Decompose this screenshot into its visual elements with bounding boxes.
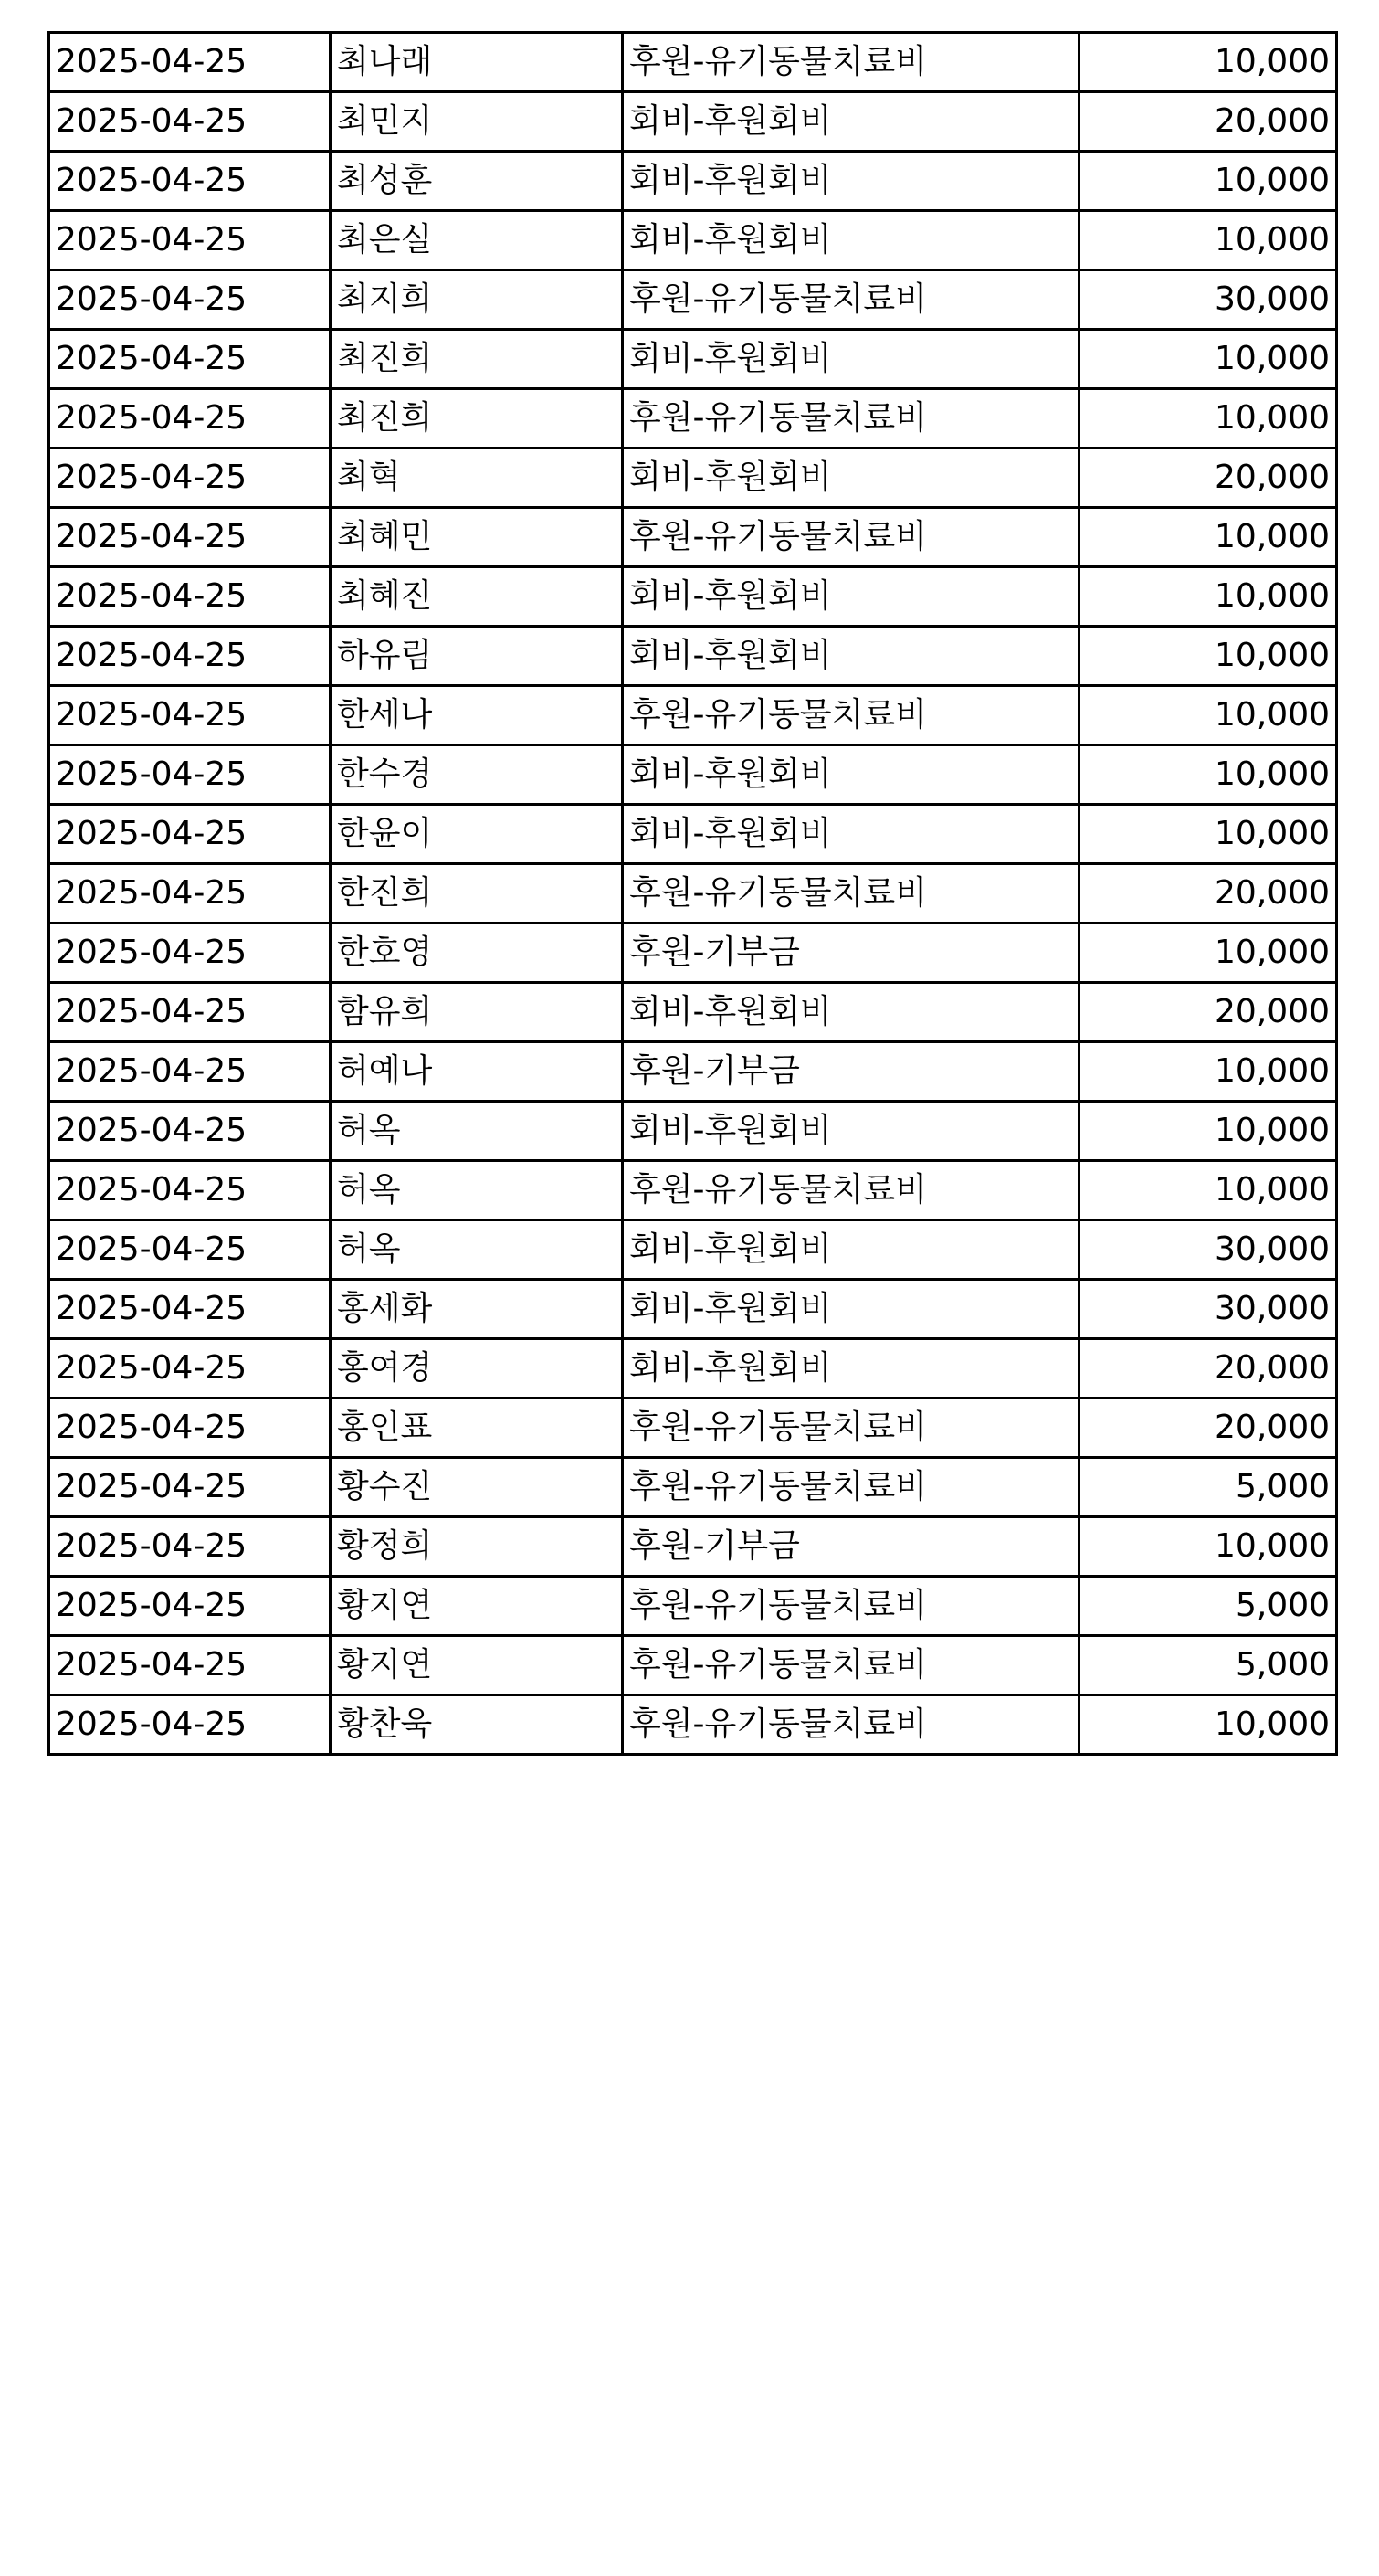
date-cell: 2025-04-25 bbox=[49, 1220, 331, 1280]
table-row bbox=[49, 270, 1337, 330]
date-cell: 2025-04-25 bbox=[49, 567, 331, 627]
donor-name-cell: 한윤이 bbox=[331, 805, 623, 864]
table-row bbox=[49, 449, 1337, 508]
donor-name-cell: 황지연 bbox=[331, 1577, 623, 1636]
amount-cell: 10,000 bbox=[1079, 924, 1337, 983]
donor-name-cell: 황정희 bbox=[331, 1517, 623, 1577]
amount-cell: 20,000 bbox=[1079, 864, 1337, 924]
table-row bbox=[49, 983, 1337, 1042]
date-cell: 2025-04-25 bbox=[49, 1042, 331, 1102]
amount-cell: 10,000 bbox=[1079, 389, 1337, 449]
donor-name-cell: 한호영 bbox=[331, 924, 623, 983]
category-cell: 회비-후원회비 bbox=[623, 627, 1079, 686]
category-cell: 회비-후원회비 bbox=[623, 1102, 1079, 1161]
date-cell: 2025-04-25 bbox=[49, 330, 331, 389]
date-cell: 2025-04-25 bbox=[49, 1399, 331, 1458]
date-cell: 2025-04-25 bbox=[49, 449, 331, 508]
amount-cell: 10,000 bbox=[1079, 330, 1337, 389]
date-cell: 2025-04-25 bbox=[49, 1339, 331, 1399]
table-row bbox=[49, 92, 1337, 152]
donor-name-cell: 허예나 bbox=[331, 1042, 623, 1102]
table-row bbox=[49, 1636, 1337, 1695]
amount-cell: 10,000 bbox=[1079, 567, 1337, 627]
table-row bbox=[49, 1280, 1337, 1339]
table-row bbox=[49, 924, 1337, 983]
category-cell: 후원-기부금 bbox=[623, 1042, 1079, 1102]
donor-name-cell: 함유희 bbox=[331, 983, 623, 1042]
table-row bbox=[49, 1339, 1337, 1399]
donor-name-cell: 황수진 bbox=[331, 1458, 623, 1517]
category-cell: 후원-유기동물치료비 bbox=[623, 33, 1079, 92]
amount-cell: 10,000 bbox=[1079, 1102, 1337, 1161]
amount-cell: 10,000 bbox=[1079, 152, 1337, 211]
donor-name-cell: 최혜진 bbox=[331, 567, 623, 627]
date-cell: 2025-04-25 bbox=[49, 745, 331, 805]
amount-cell: 10,000 bbox=[1079, 1695, 1337, 1755]
table-row bbox=[49, 1399, 1337, 1458]
amount-cell: 5,000 bbox=[1079, 1636, 1337, 1695]
amount-cell: 10,000 bbox=[1079, 627, 1337, 686]
date-cell: 2025-04-25 bbox=[49, 33, 331, 92]
amount-cell: 5,000 bbox=[1079, 1458, 1337, 1517]
amount-cell: 10,000 bbox=[1079, 686, 1337, 745]
amount-cell: 30,000 bbox=[1079, 1280, 1337, 1339]
table-row bbox=[49, 567, 1337, 627]
category-cell: 후원-유기동물치료비 bbox=[623, 1399, 1079, 1458]
donation-ledger-page bbox=[47, 31, 1335, 1756]
donor-name-cell: 최성훈 bbox=[331, 152, 623, 211]
donor-name-cell: 최나래 bbox=[331, 33, 623, 92]
date-cell: 2025-04-25 bbox=[49, 1458, 331, 1517]
table-row bbox=[49, 627, 1337, 686]
date-cell: 2025-04-25 bbox=[49, 1517, 331, 1577]
amount-cell: 20,000 bbox=[1079, 92, 1337, 152]
amount-cell: 10,000 bbox=[1079, 508, 1337, 567]
amount-cell: 5,000 bbox=[1079, 1577, 1337, 1636]
category-cell: 회비-후원회비 bbox=[623, 805, 1079, 864]
category-cell: 후원-유기동물치료비 bbox=[623, 686, 1079, 745]
table-row bbox=[49, 211, 1337, 270]
date-cell: 2025-04-25 bbox=[49, 627, 331, 686]
category-cell: 후원-유기동물치료비 bbox=[623, 864, 1079, 924]
ledger-body bbox=[49, 33, 1337, 1755]
amount-cell: 20,000 bbox=[1079, 449, 1337, 508]
amount-cell: 30,000 bbox=[1079, 270, 1337, 330]
amount-cell: 20,000 bbox=[1079, 1339, 1337, 1399]
donor-name-cell: 최민지 bbox=[331, 92, 623, 152]
table-row bbox=[49, 1695, 1337, 1755]
date-cell: 2025-04-25 bbox=[49, 1695, 331, 1755]
date-cell: 2025-04-25 bbox=[49, 805, 331, 864]
table-row bbox=[49, 686, 1337, 745]
donor-name-cell: 홍여경 bbox=[331, 1339, 623, 1399]
donor-name-cell: 한진희 bbox=[331, 864, 623, 924]
date-cell: 2025-04-25 bbox=[49, 1636, 331, 1695]
table-row bbox=[49, 1220, 1337, 1280]
donor-name-cell: 홍인표 bbox=[331, 1399, 623, 1458]
category-cell: 회비-후원회비 bbox=[623, 1280, 1079, 1339]
table-row bbox=[49, 1161, 1337, 1220]
amount-cell: 10,000 bbox=[1079, 1517, 1337, 1577]
donor-name-cell: 최진희 bbox=[331, 330, 623, 389]
donor-name-cell: 하유림 bbox=[331, 627, 623, 686]
date-cell: 2025-04-25 bbox=[49, 389, 331, 449]
date-cell: 2025-04-25 bbox=[49, 864, 331, 924]
category-cell: 회비-후원회비 bbox=[623, 92, 1079, 152]
table-row bbox=[49, 1102, 1337, 1161]
table-row bbox=[49, 152, 1337, 211]
amount-cell: 10,000 bbox=[1079, 745, 1337, 805]
date-cell: 2025-04-25 bbox=[49, 1280, 331, 1339]
date-cell: 2025-04-25 bbox=[49, 270, 331, 330]
category-cell: 후원-유기동물치료비 bbox=[623, 1577, 1079, 1636]
category-cell: 회비-후원회비 bbox=[623, 152, 1079, 211]
donor-name-cell: 허옥 bbox=[331, 1220, 623, 1280]
amount-cell: 10,000 bbox=[1079, 1042, 1337, 1102]
table-row bbox=[49, 508, 1337, 567]
table-row bbox=[49, 864, 1337, 924]
category-cell: 후원-유기동물치료비 bbox=[623, 1636, 1079, 1695]
category-cell: 후원-기부금 bbox=[623, 924, 1079, 983]
category-cell: 회비-후원회비 bbox=[623, 1220, 1079, 1280]
table-row bbox=[49, 1577, 1337, 1636]
date-cell: 2025-04-25 bbox=[49, 924, 331, 983]
amount-cell: 30,000 bbox=[1079, 1220, 1337, 1280]
amount-cell: 20,000 bbox=[1079, 1399, 1337, 1458]
date-cell: 2025-04-25 bbox=[49, 686, 331, 745]
category-cell: 후원-기부금 bbox=[623, 1517, 1079, 1577]
category-cell: 후원-유기동물치료비 bbox=[623, 1161, 1079, 1220]
amount-cell: 10,000 bbox=[1079, 805, 1337, 864]
amount-cell: 10,000 bbox=[1079, 1161, 1337, 1220]
category-cell: 회비-후원회비 bbox=[623, 449, 1079, 508]
category-cell: 회비-후원회비 bbox=[623, 983, 1079, 1042]
date-cell: 2025-04-25 bbox=[49, 152, 331, 211]
donor-name-cell: 한세나 bbox=[331, 686, 623, 745]
table-row bbox=[49, 1517, 1337, 1577]
date-cell: 2025-04-25 bbox=[49, 1161, 331, 1220]
category-cell: 회비-후원회비 bbox=[623, 745, 1079, 805]
amount-cell: 20,000 bbox=[1079, 983, 1337, 1042]
amount-cell: 10,000 bbox=[1079, 211, 1337, 270]
table-row bbox=[49, 330, 1337, 389]
date-cell: 2025-04-25 bbox=[49, 211, 331, 270]
table-row bbox=[49, 805, 1337, 864]
donor-name-cell: 허옥 bbox=[331, 1161, 623, 1220]
donor-name-cell: 최혜민 bbox=[331, 508, 623, 567]
donor-name-cell: 최은실 bbox=[331, 211, 623, 270]
table-row bbox=[49, 745, 1337, 805]
donor-name-cell: 최지희 bbox=[331, 270, 623, 330]
donor-name-cell: 한수경 bbox=[331, 745, 623, 805]
donor-name-cell: 황지연 bbox=[331, 1636, 623, 1695]
date-cell: 2025-04-25 bbox=[49, 1102, 331, 1161]
table-row bbox=[49, 389, 1337, 449]
category-cell: 회비-후원회비 bbox=[623, 330, 1079, 389]
category-cell: 후원-유기동물치료비 bbox=[623, 1695, 1079, 1755]
donation-ledger-table bbox=[47, 31, 1338, 1756]
donor-name-cell: 최진희 bbox=[331, 389, 623, 449]
donor-name-cell: 홍세화 bbox=[331, 1280, 623, 1339]
date-cell: 2025-04-25 bbox=[49, 1577, 331, 1636]
category-cell: 후원-유기동물치료비 bbox=[623, 270, 1079, 330]
date-cell: 2025-04-25 bbox=[49, 983, 331, 1042]
donor-name-cell: 최혁 bbox=[331, 449, 623, 508]
category-cell: 회비-후원회비 bbox=[623, 567, 1079, 627]
donor-name-cell: 황찬욱 bbox=[331, 1695, 623, 1755]
category-cell: 회비-후원회비 bbox=[623, 211, 1079, 270]
donor-name-cell: 허옥 bbox=[331, 1102, 623, 1161]
date-cell: 2025-04-25 bbox=[49, 92, 331, 152]
category-cell: 후원-유기동물치료비 bbox=[623, 508, 1079, 567]
category-cell: 회비-후원회비 bbox=[623, 1339, 1079, 1399]
amount-cell: 10,000 bbox=[1079, 33, 1337, 92]
category-cell: 후원-유기동물치료비 bbox=[623, 1458, 1079, 1517]
table-row bbox=[49, 33, 1337, 92]
table-row bbox=[49, 1042, 1337, 1102]
table-row bbox=[49, 1458, 1337, 1517]
date-cell: 2025-04-25 bbox=[49, 508, 331, 567]
category-cell: 후원-유기동물치료비 bbox=[623, 389, 1079, 449]
